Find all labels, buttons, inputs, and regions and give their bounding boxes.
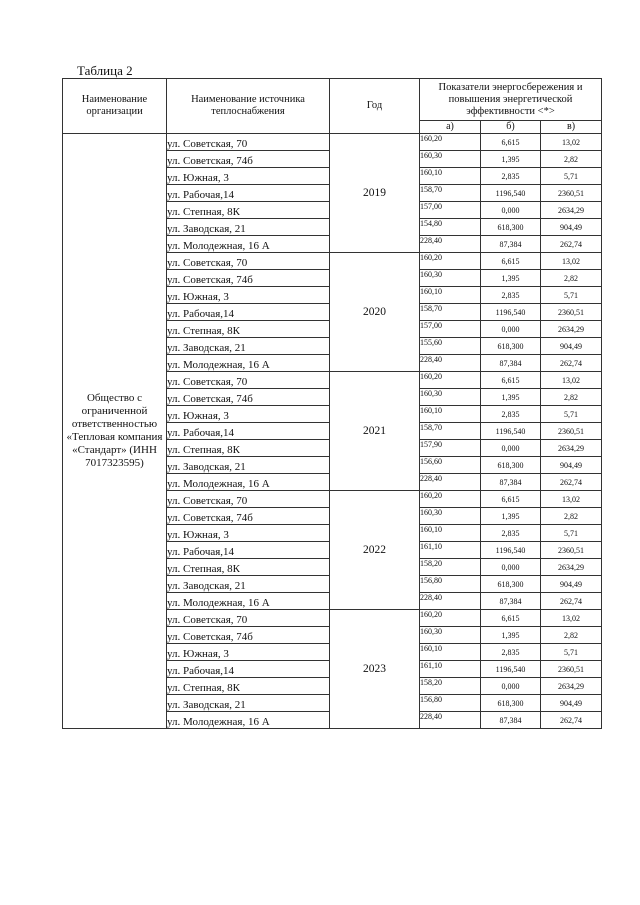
value-b: 618,300 xyxy=(481,576,541,593)
header-year: Год xyxy=(330,79,420,134)
source-address: ул. Советская, 70 xyxy=(167,372,330,389)
value-b: 87,384 xyxy=(481,593,541,610)
value-c: 2,82 xyxy=(541,508,602,525)
source-address: ул. Рабочая,14 xyxy=(167,542,330,559)
value-c: 2360,51 xyxy=(541,542,602,559)
value-a: 157,90 xyxy=(420,440,481,457)
value-c: 262,74 xyxy=(541,355,602,372)
source-address: ул. Молодежная, 16 А xyxy=(167,355,330,372)
value-c: 904,49 xyxy=(541,457,602,474)
value-b: 87,384 xyxy=(481,355,541,372)
source-address: ул. Советская, 70 xyxy=(167,610,330,627)
value-c: 13,02 xyxy=(541,491,602,508)
value-b: 618,300 xyxy=(481,695,541,712)
source-address: ул. Советская, 74б xyxy=(167,627,330,644)
year-cell: 2021 xyxy=(330,372,420,491)
value-a: 160,20 xyxy=(420,372,481,389)
source-address: ул. Молодежная, 16 А xyxy=(167,474,330,491)
value-b: 1,395 xyxy=(481,389,541,406)
source-address: ул. Советская, 70 xyxy=(167,253,330,270)
value-a: 158,70 xyxy=(420,423,481,440)
value-c: 904,49 xyxy=(541,338,602,355)
value-b: 2,835 xyxy=(481,644,541,661)
source-address: ул. Рабочая,14 xyxy=(167,304,330,321)
value-c: 2634,29 xyxy=(541,321,602,338)
value-b: 1196,540 xyxy=(481,661,541,678)
value-b: 1196,540 xyxy=(481,304,541,321)
value-a: 160,30 xyxy=(420,508,481,525)
header-source: Наименование источника теплоснабжения xyxy=(167,79,330,134)
value-c: 2360,51 xyxy=(541,423,602,440)
year-cell: 2020 xyxy=(330,253,420,372)
value-a: 160,10 xyxy=(420,644,481,661)
header-organization: Наименование организации xyxy=(63,79,167,134)
value-b: 2,835 xyxy=(481,287,541,304)
source-address: ул. Заводская, 21 xyxy=(167,576,330,593)
table-row xyxy=(63,134,602,151)
value-a: 228,40 xyxy=(420,474,481,491)
value-c: 13,02 xyxy=(541,372,602,389)
source-address: ул. Степная, 8К xyxy=(167,559,330,576)
value-b: 0,000 xyxy=(481,559,541,576)
value-c: 2,82 xyxy=(541,389,602,406)
value-a: 158,20 xyxy=(420,678,481,695)
source-address: ул. Заводская, 21 xyxy=(167,457,330,474)
source-address: ул. Молодежная, 16 А xyxy=(167,236,330,253)
value-a: 228,40 xyxy=(420,236,481,253)
value-b: 618,300 xyxy=(481,457,541,474)
value-c: 5,71 xyxy=(541,406,602,423)
value-a: 158,70 xyxy=(420,304,481,321)
value-b: 0,000 xyxy=(481,202,541,219)
value-a: 160,20 xyxy=(420,610,481,627)
source-address: ул. Заводская, 21 xyxy=(167,219,330,236)
source-address: ул. Южная, 3 xyxy=(167,168,330,185)
source-address: ул. Южная, 3 xyxy=(167,644,330,661)
value-a: 154,80 xyxy=(420,219,481,236)
value-c: 5,71 xyxy=(541,287,602,304)
value-a: 228,40 xyxy=(420,593,481,610)
value-b: 87,384 xyxy=(481,236,541,253)
value-c: 13,02 xyxy=(541,253,602,270)
header-col-b: б) xyxy=(481,121,541,134)
value-b: 6,615 xyxy=(481,372,541,389)
source-address: ул. Советская, 74б xyxy=(167,389,330,406)
value-c: 2634,29 xyxy=(541,678,602,695)
value-c: 13,02 xyxy=(541,134,602,151)
value-a: 160,10 xyxy=(420,287,481,304)
source-address: ул. Молодежная, 16 А xyxy=(167,712,330,729)
value-b: 6,615 xyxy=(481,134,541,151)
source-address: ул. Степная, 8К xyxy=(167,440,330,457)
value-c: 2634,29 xyxy=(541,440,602,457)
value-a: 156,80 xyxy=(420,576,481,593)
value-c: 904,49 xyxy=(541,219,602,236)
value-b: 0,000 xyxy=(481,678,541,695)
value-b: 1196,540 xyxy=(481,423,541,440)
source-address: ул. Советская, 70 xyxy=(167,491,330,508)
value-a: 157,00 xyxy=(420,202,481,219)
value-c: 2,82 xyxy=(541,627,602,644)
value-b: 2,835 xyxy=(481,168,541,185)
value-a: 160,30 xyxy=(420,151,481,168)
source-address: ул. Степная, 8К xyxy=(167,202,330,219)
value-b: 1,395 xyxy=(481,627,541,644)
value-b: 618,300 xyxy=(481,338,541,355)
value-a: 160,30 xyxy=(420,389,481,406)
value-b: 87,384 xyxy=(481,474,541,491)
value-b: 1,395 xyxy=(481,508,541,525)
source-address: ул. Рабочая,14 xyxy=(167,423,330,440)
value-b: 1,395 xyxy=(481,270,541,287)
value-a: 158,70 xyxy=(420,185,481,202)
organization-name: Общество с ограниченной ответственностью «Тепловая компания «Стандарт» (ИНН 7017323595) xyxy=(63,134,167,729)
value-a: 158,20 xyxy=(420,559,481,576)
header-indicators: Показатели энергосбережения и повышения энергетической эффективности <*> xyxy=(420,79,602,121)
value-c: 2360,51 xyxy=(541,185,602,202)
value-b: 6,615 xyxy=(481,610,541,627)
value-a: 160,30 xyxy=(420,270,481,287)
value-a: 160,20 xyxy=(420,491,481,508)
year-cell: 2019 xyxy=(330,134,420,253)
value-a: 156,80 xyxy=(420,695,481,712)
value-a: 228,40 xyxy=(420,355,481,372)
source-address: ул. Южная, 3 xyxy=(167,525,330,542)
value-b: 2,835 xyxy=(481,406,541,423)
source-address: ул. Заводская, 21 xyxy=(167,695,330,712)
value-a: 161,10 xyxy=(420,661,481,678)
value-a: 228,40 xyxy=(420,712,481,729)
value-a: 160,10 xyxy=(420,406,481,423)
value-c: 5,71 xyxy=(541,644,602,661)
source-address: ул. Рабочая,14 xyxy=(167,185,330,202)
source-address: ул. Степная, 8К xyxy=(167,321,330,338)
header-col-c: в) xyxy=(541,121,602,134)
source-address: ул. Советская, 74б xyxy=(167,151,330,168)
value-a: 156,60 xyxy=(420,457,481,474)
value-c: 262,74 xyxy=(541,712,602,729)
year-cell: 2023 xyxy=(330,610,420,729)
value-a: 160,20 xyxy=(420,134,481,151)
value-b: 2,835 xyxy=(481,525,541,542)
value-b: 87,384 xyxy=(481,712,541,729)
source-address: ул. Южная, 3 xyxy=(167,406,330,423)
value-c: 2,82 xyxy=(541,270,602,287)
value-a: 160,20 xyxy=(420,253,481,270)
energy-efficiency-table xyxy=(62,78,602,729)
value-b: 618,300 xyxy=(481,219,541,236)
value-b: 6,615 xyxy=(481,491,541,508)
value-c: 904,49 xyxy=(541,695,602,712)
value-c: 5,71 xyxy=(541,168,602,185)
source-address: ул. Советская, 74б xyxy=(167,508,330,525)
value-b: 1196,540 xyxy=(481,185,541,202)
value-c: 2360,51 xyxy=(541,304,602,321)
table-caption: Таблица 2 xyxy=(77,63,133,78)
value-c: 262,74 xyxy=(541,474,602,491)
value-b: 1,395 xyxy=(481,151,541,168)
source-address: ул. Рабочая,14 xyxy=(167,661,330,678)
value-c: 262,74 xyxy=(541,236,602,253)
value-a: 157,00 xyxy=(420,321,481,338)
value-a: 160,30 xyxy=(420,627,481,644)
value-c: 2360,51 xyxy=(541,661,602,678)
source-address: ул. Заводская, 21 xyxy=(167,338,330,355)
value-c: 13,02 xyxy=(541,610,602,627)
value-c: 2634,29 xyxy=(541,202,602,219)
value-c: 5,71 xyxy=(541,525,602,542)
value-b: 0,000 xyxy=(481,321,541,338)
value-c: 2,82 xyxy=(541,151,602,168)
table-body xyxy=(63,134,602,729)
source-address: ул. Советская, 74б xyxy=(167,270,330,287)
value-a: 160,10 xyxy=(420,525,481,542)
source-address: ул. Южная, 3 xyxy=(167,287,330,304)
value-a: 161,10 xyxy=(420,542,481,559)
source-address: ул. Советская, 70 xyxy=(167,134,330,151)
source-address: ул. Молодежная, 16 А xyxy=(167,593,330,610)
value-b: 1196,540 xyxy=(481,542,541,559)
value-c: 2634,29 xyxy=(541,559,602,576)
value-b: 6,615 xyxy=(481,253,541,270)
value-c: 904,49 xyxy=(541,576,602,593)
value-c: 262,74 xyxy=(541,593,602,610)
value-a: 160,10 xyxy=(420,168,481,185)
value-b: 0,000 xyxy=(481,440,541,457)
source-address: ул. Степная, 8К xyxy=(167,678,330,695)
value-a: 155,60 xyxy=(420,338,481,355)
year-cell: 2022 xyxy=(330,491,420,610)
header-col-a: а) xyxy=(420,121,481,134)
